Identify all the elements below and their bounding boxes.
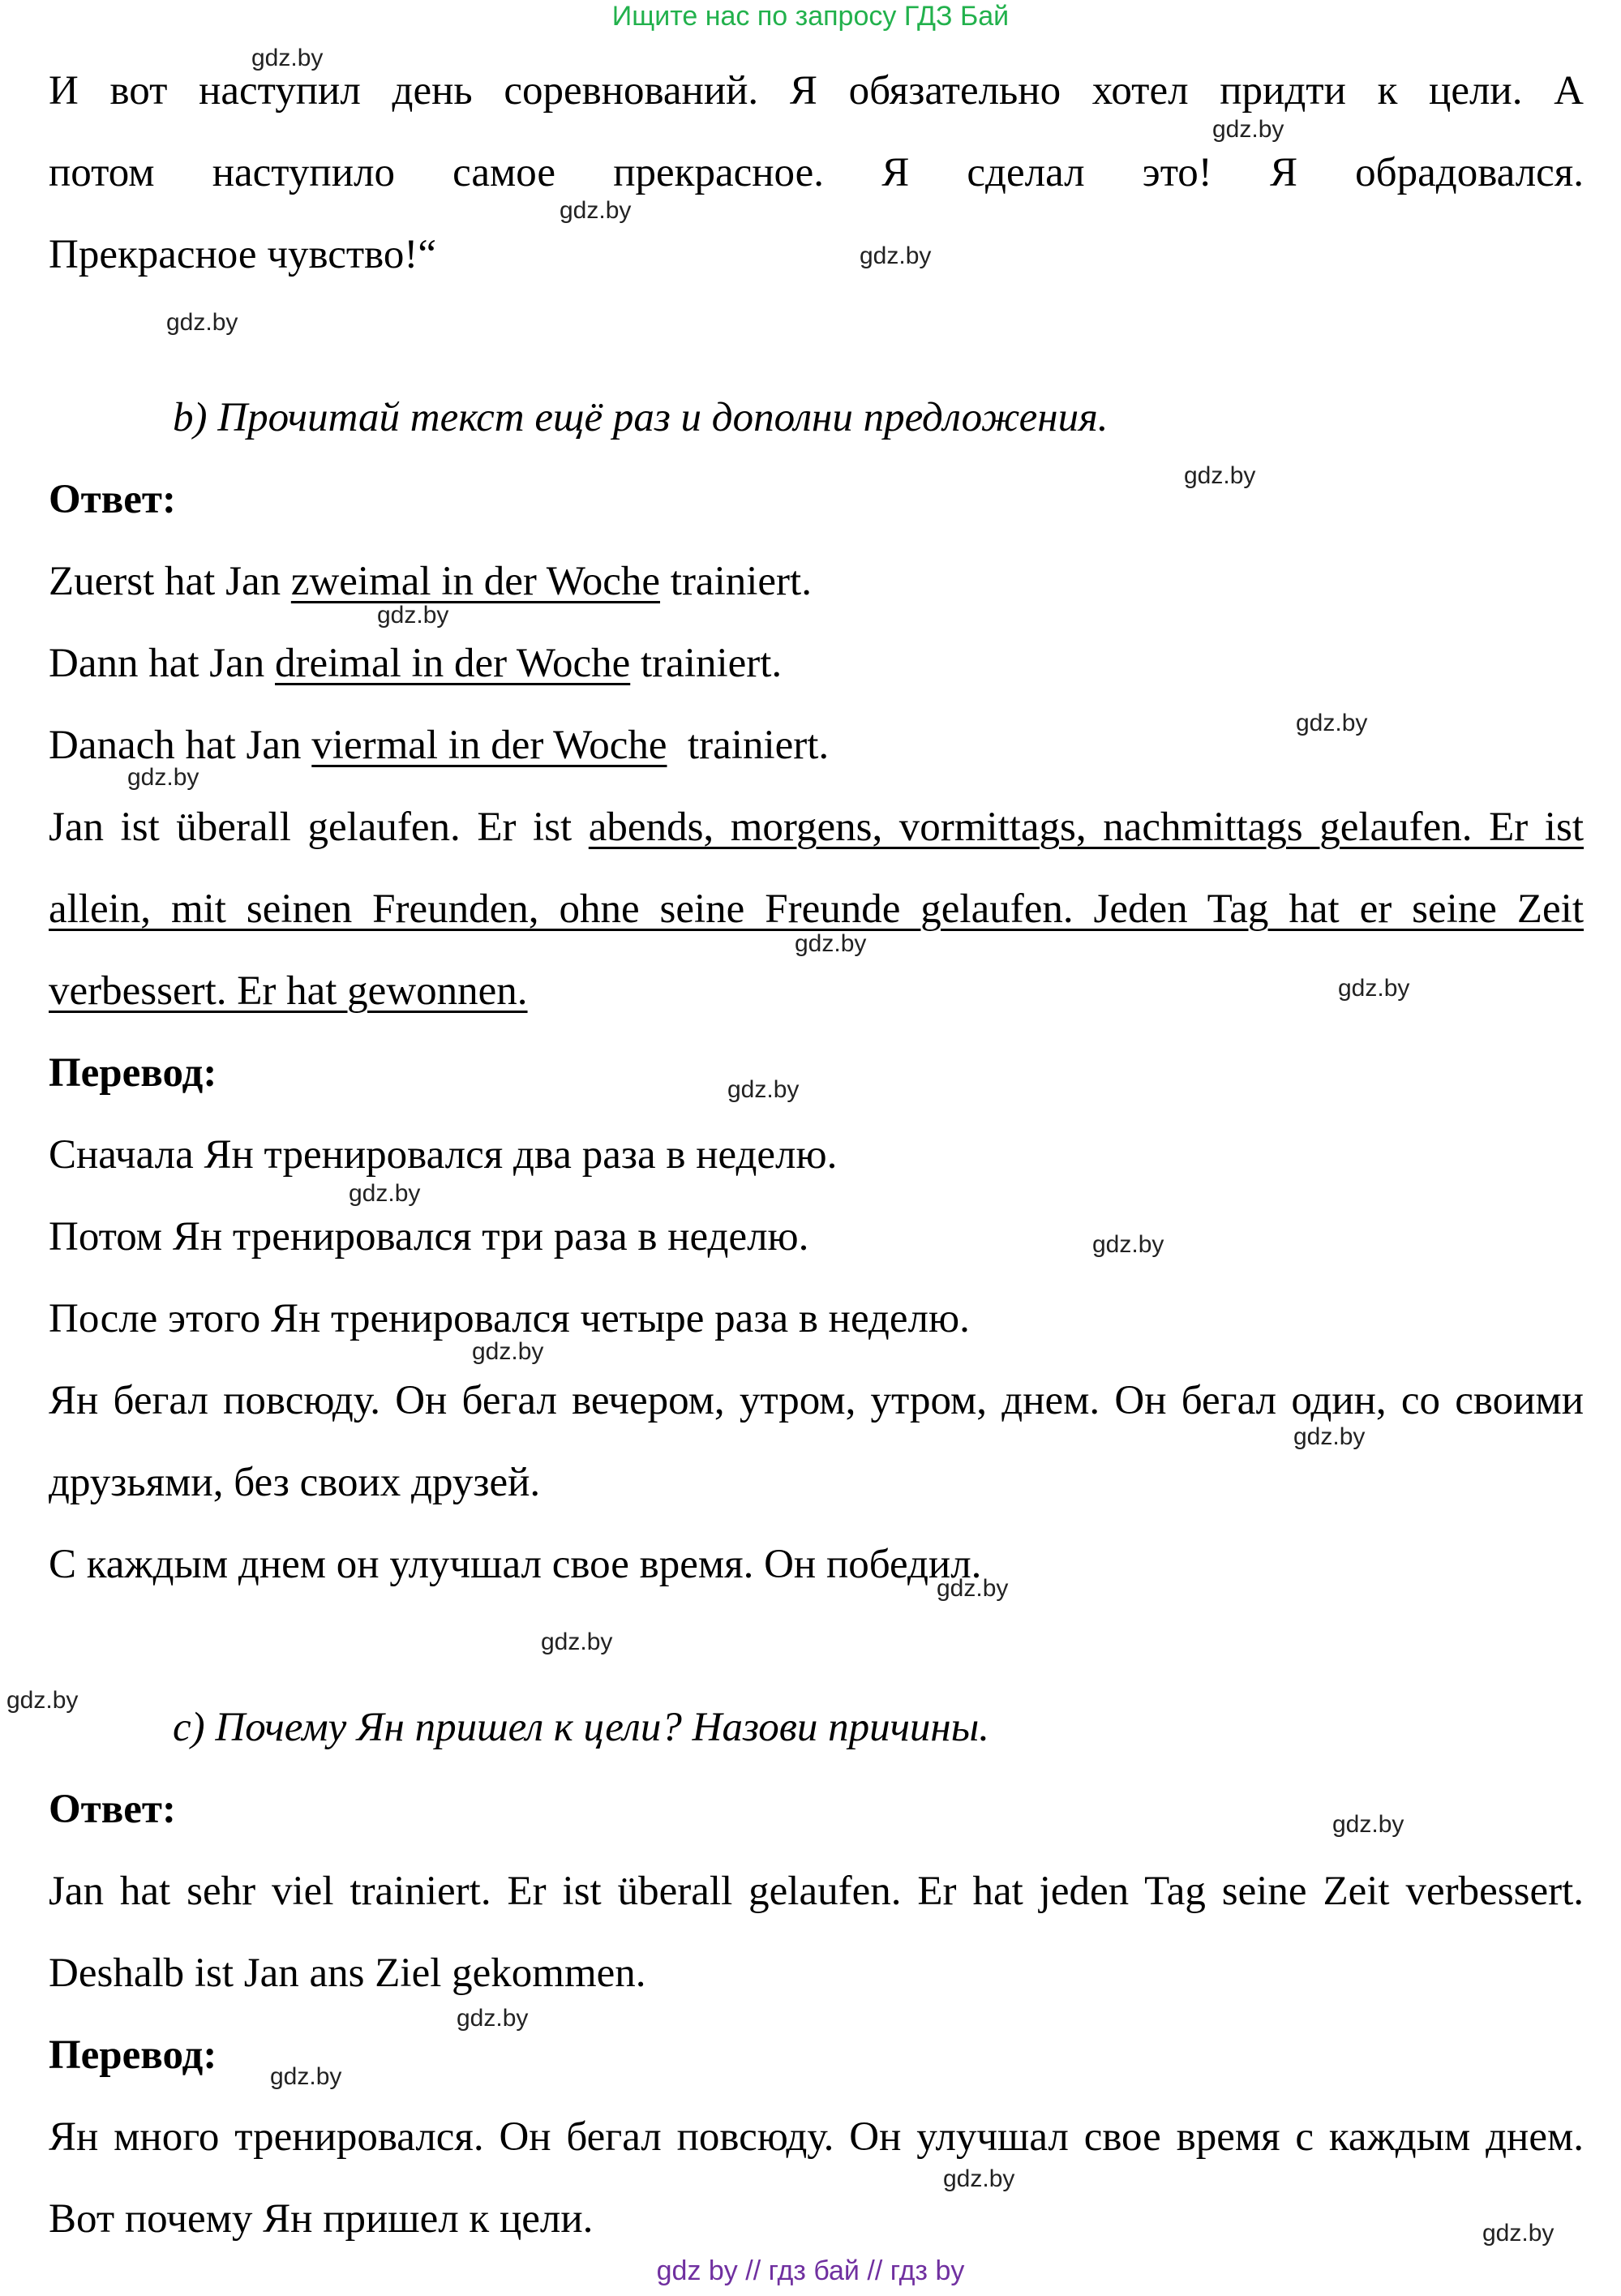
watermark: gdz.by <box>1092 1231 1164 1258</box>
footer-links: gdz by // гдз бай // гдз by <box>656 2255 965 2286</box>
document-body <box>49 50 1584 2260</box>
watermark: gdz.by <box>166 309 238 336</box>
task-c-answer-heading: Ответ: <box>49 1787 176 1832</box>
task-b-prompt: b) Прочитай текст ещё раз и дополни предложения. <box>173 395 1109 440</box>
translation-line-5: С каждым днем он улучшал свое время. Он победил. <box>49 1542 982 1587</box>
watermark: gdz.by <box>1338 975 1410 1002</box>
watermark: gdz.by <box>1184 462 1256 489</box>
watermark: gdz.by <box>560 197 632 224</box>
watermark: gdz.by <box>1293 1423 1366 1450</box>
answer-sentence-2: Dann hat Jan dreimal in der Woche trainiert. <box>49 641 783 686</box>
watermark: gdz.by <box>472 1338 544 1365</box>
watermark: gdz.by <box>377 602 449 629</box>
translation-line-2: Потом Ян тренировался три раза в неделю. <box>49 1214 809 1260</box>
task-c-translation: Ян много тренировался. Он бегал повсюду. Он улучшал свое время с каждым днем. Вот почему Ян пришел к цели. <box>49 2114 1584 2242</box>
watermark: gdz.by <box>6 1687 79 1714</box>
intro-line-3: Прекрасное чувство!“ <box>49 232 437 277</box>
watermark: gdz.by <box>860 242 932 269</box>
task-c-answer: Jan hat sehr viel trainiert. Er ist überall gelaufen. Er hat jeden Tag seine Zeit verbessert. Deshalb ist Jan ans Ziel gekommen. <box>49 1869 1584 1996</box>
translation-line-1: Сначала Ян тренировался два раза в неделю. <box>49 1132 838 1178</box>
watermark: gdz.by <box>727 1076 800 1103</box>
spacer <box>49 296 1584 377</box>
watermark: gdz.by <box>795 930 867 957</box>
watermark: gdz.by <box>1212 116 1284 143</box>
task-b-translation-heading: Перевод: <box>49 1050 217 1096</box>
watermark: gdz.by <box>1332 1811 1404 1838</box>
filled-gap: abends, morgens, vormittags, nachmittags gelaufen. Er ist allein, mit seinen Freunden, ohne seine Freunde gelaufen. Jeden Tag hat er seine Zeit verbessert. Er hat gewonnen. <box>49 805 1584 1014</box>
filled-gap: dreimal in der Woche <box>275 641 631 686</box>
task-b-answer-heading: Ответ: <box>49 477 176 522</box>
watermark: gdz.by <box>127 764 199 791</box>
filled-gap: viermal in der Woche <box>311 723 667 768</box>
spacer <box>49 1606 1584 1687</box>
task-c-translation-heading: Перевод: <box>49 2032 217 2078</box>
watermark: gdz.by <box>1482 2220 1555 2247</box>
watermark: gdz.by <box>937 1575 1009 1602</box>
watermark: gdz.by <box>943 2165 1015 2192</box>
intro-line-2: потом наступило самое прекрасное. Я сделал это! Я обрадовался. <box>49 150 1584 195</box>
watermark: gdz.by <box>349 1180 421 1207</box>
watermark: gdz.by <box>251 45 324 71</box>
answer-sentence-1: Zuerst hat Jan zweimal in der Woche trainiert. <box>49 559 812 604</box>
top-banner: Ищите нас по запросу ГДЗ Бай <box>611 1 1010 32</box>
intro-line-1: И вот наступил день соревнований. Я обязательно хотел придти к цели. А <box>49 68 1584 114</box>
translation-line-3: После этого Ян тренировался четыре раза в неделю. <box>49 1296 970 1341</box>
translation-line-4: Ян бегал повсюду. Он бегал вечером, утром, утром, днем. Он бегал один, со своими друзьями, без своих друзей. <box>49 1378 1584 1505</box>
filled-gap: zweimal in der Woche <box>290 559 661 604</box>
answer-sentence-3: Danach hat Jan viermal in der Woche trainiert. <box>49 723 830 768</box>
watermark: gdz.by <box>541 1629 613 1655</box>
watermark: gdz.by <box>1296 710 1368 736</box>
answer-sentence-4: Jan ist überall gelaufen. Er ist abends, morgens, vormittags, nachmittags gelaufen. Er ist allein, mit seinen Freunden, ohne seine Freunde gelaufen. Jeden Tag hat er seine Zeit verbessert. Er hat gewonnen. <box>49 805 1584 1014</box>
watermark: gdz.by <box>457 2005 529 2032</box>
task-c-prompt: c) Почему Ян пришел к цели? Назови причины. <box>173 1705 990 1750</box>
watermark: gdz.by <box>270 2063 342 2090</box>
